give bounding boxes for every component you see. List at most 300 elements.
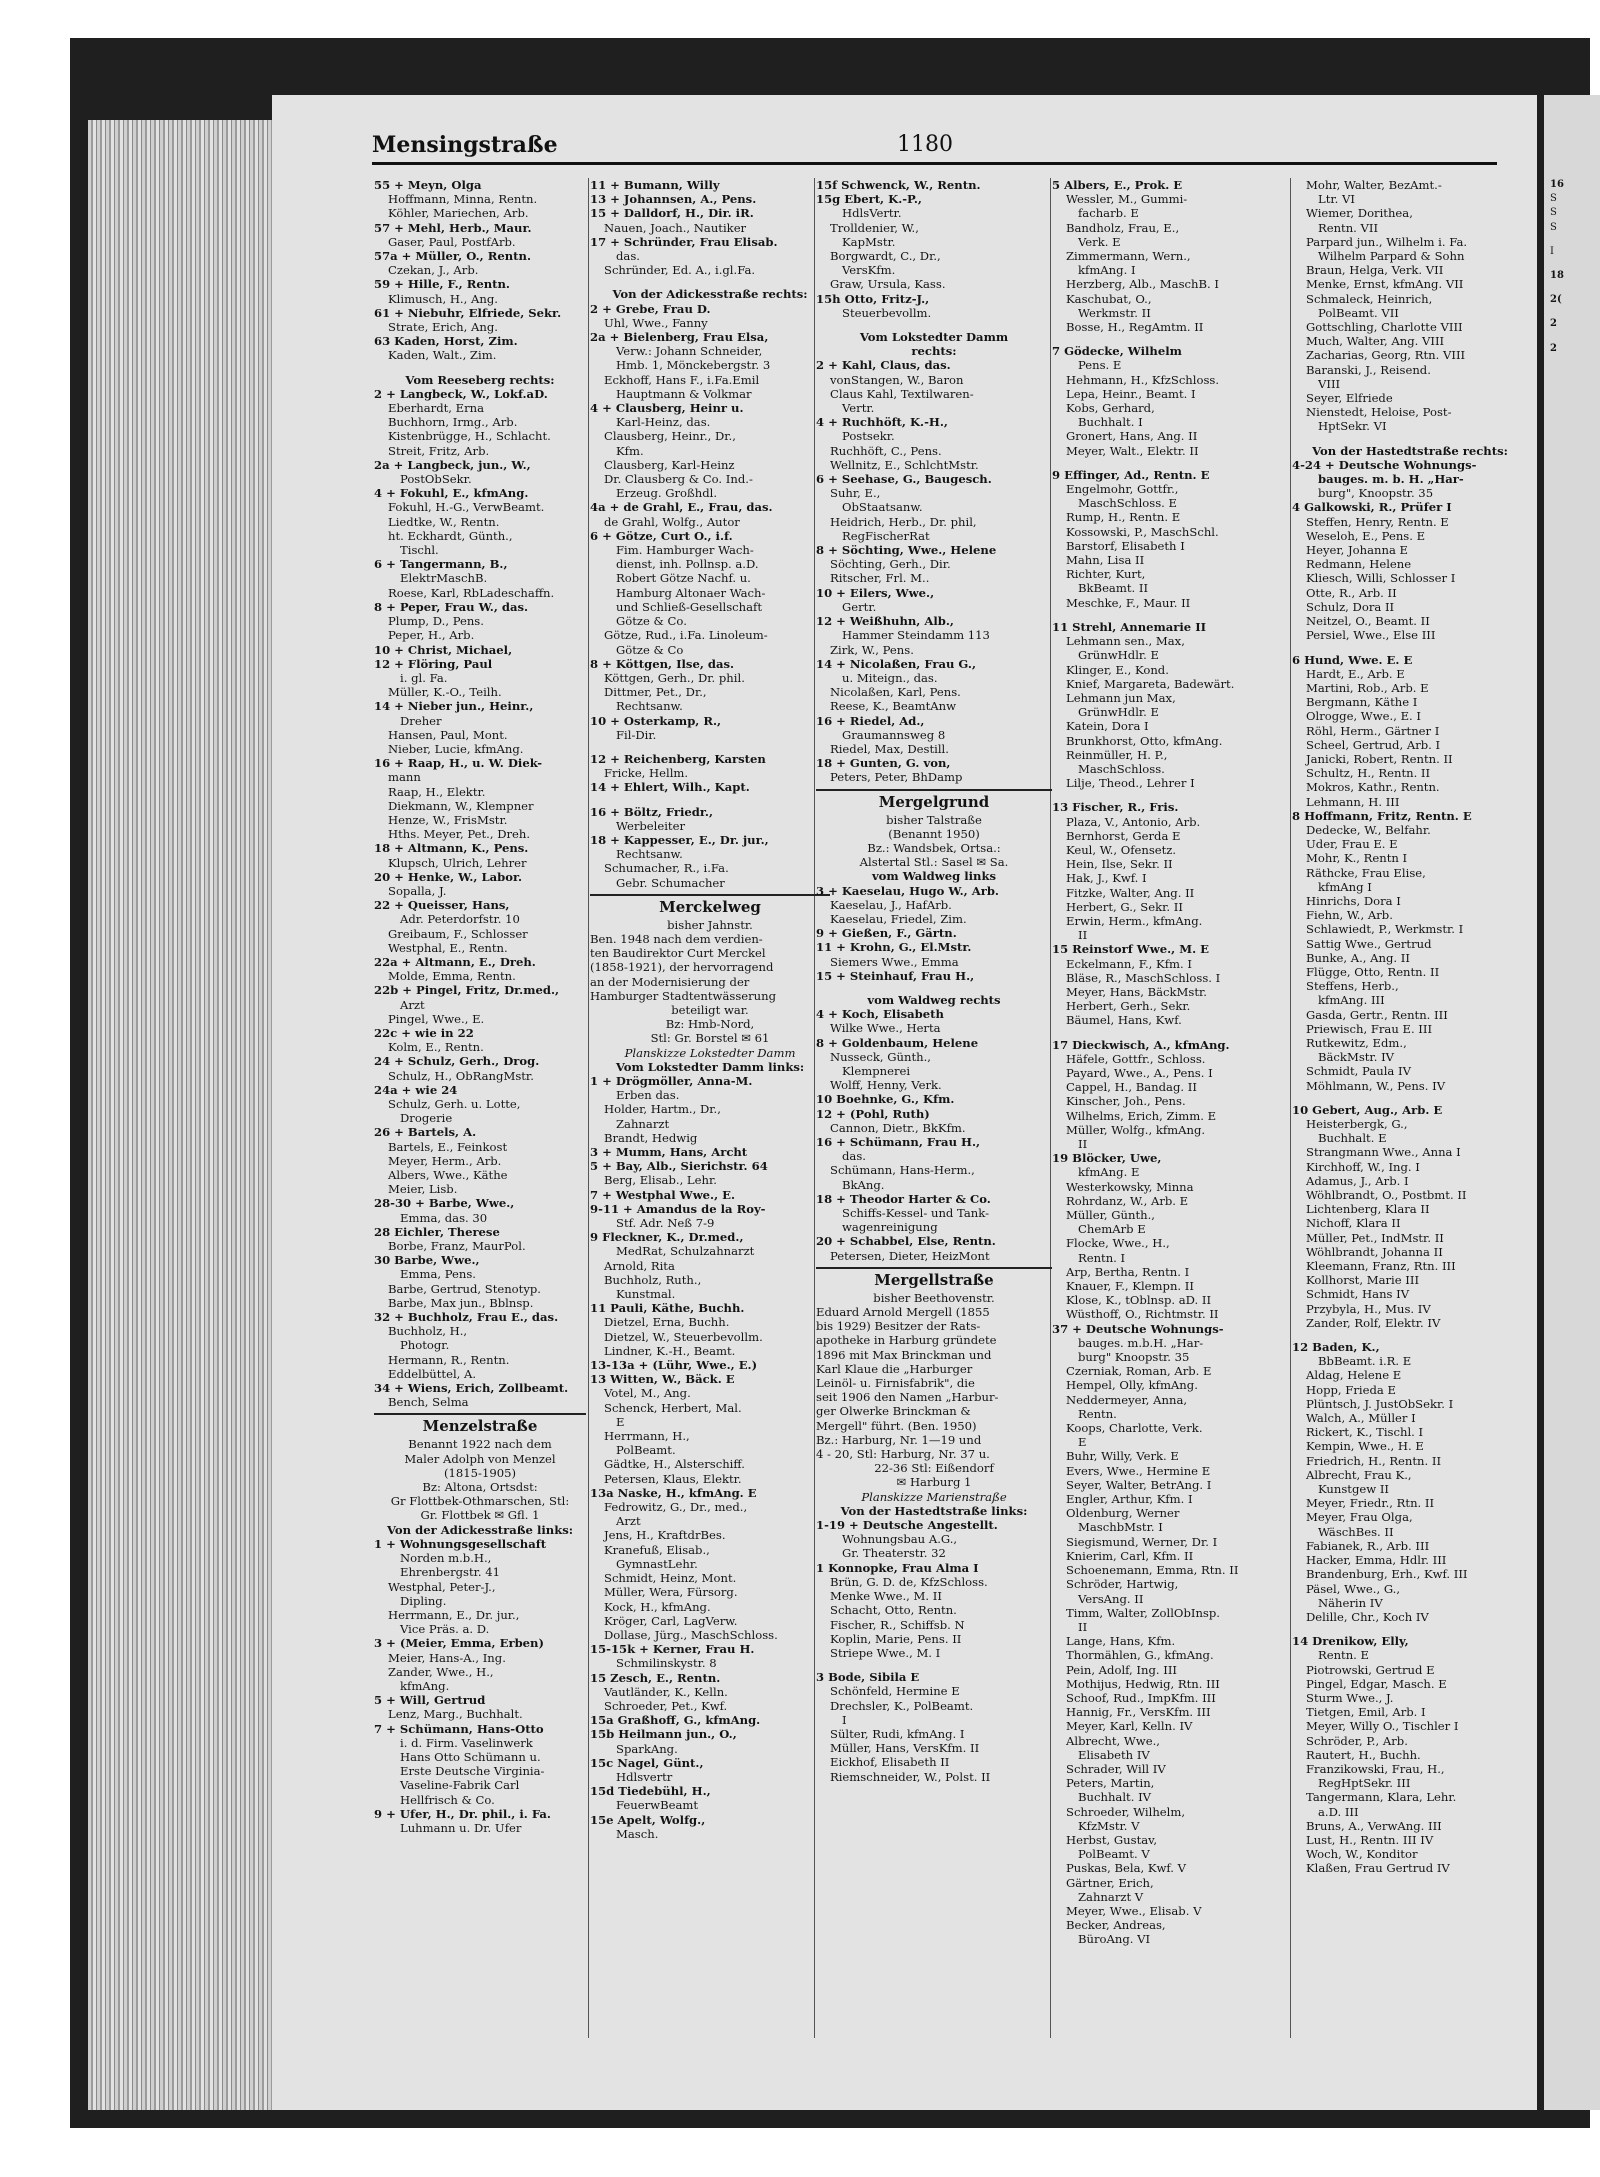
spacer: [1292, 1624, 1528, 1634]
directory-line: an der Modernisierung der: [590, 974, 750, 989]
directory-line: kfmAng I: [1318, 879, 1372, 894]
directory-line: Gebr. Schumacher: [616, 875, 725, 890]
directory-line: Clausberg, Karl-Heinz: [604, 457, 735, 472]
directory-line: Borgwardt, C., Dr.,: [830, 249, 941, 264]
directory-line: 63 Kaden, Horst, Zim.: [374, 334, 518, 349]
directory-line: Hempel, Olly, kfmAng.: [1066, 1378, 1198, 1393]
directory-line: Rentn. VII: [1318, 220, 1379, 235]
directory-line: 37 + Deutsche Wohnungs-: [1052, 1321, 1224, 1336]
directory-line: 6 Hund, Wwe. E. E: [1292, 652, 1413, 667]
directory-line: Kollhorst, Marie III: [1306, 1273, 1420, 1288]
spacer: [1292, 1093, 1528, 1103]
directory-line: Gädtke, H., Alsterschiff.: [604, 1457, 745, 1472]
directory-line: Pingel, Edgar, Masch. E: [1306, 1676, 1447, 1691]
directory-line: Von der Hastedtstraße links:: [840, 1503, 1028, 1518]
directory-line: 15c Nagel, Günt.,: [590, 1755, 704, 1770]
directory-line: Redmann, Helene: [1306, 557, 1412, 572]
directory-line: Hehmann, H., KfzSchloss.: [1066, 372, 1220, 387]
directory-line: Schmaleck, Heinrich,: [1306, 291, 1433, 306]
directory-line: KfzMstr. V: [1078, 1818, 1140, 1833]
directory-line: 22a + Altmann, E., Dreh.: [374, 954, 536, 969]
directory-line: Cappel, H., Bandag. II: [1066, 1080, 1197, 1095]
directory-line: 22c + wie in 22: [374, 1025, 474, 1040]
directory-line: Heidrich, Herb., Dr. phil,: [830, 514, 977, 529]
directory-line: Robert Götze Nachf. u.: [616, 571, 751, 586]
directory-line: Erwin, Herm., kfmAng.: [1066, 913, 1203, 928]
directory-line: 57 + Mehl, Herb., Maur.: [374, 220, 532, 235]
directory-line: 18 + Altmann, K., Pens.: [374, 841, 529, 856]
directory-line: Albrecht, Wwe.,: [1066, 1733, 1160, 1748]
directory-line: Walch, A., Müller I: [1306, 1411, 1416, 1426]
directory-line: VIII: [1318, 376, 1341, 391]
directory-line: kfmAng. III: [1318, 993, 1385, 1008]
directory-line: Näherin IV: [1318, 1595, 1383, 1610]
directory-line: Päsel, Wwe., G.,: [1306, 1581, 1401, 1596]
directory-line: Katein, Dora I: [1066, 719, 1149, 734]
spacer: [590, 795, 830, 805]
directory-line: Hammer Steindamm 113: [842, 628, 990, 643]
directory-line: Evers, Wwe., Hermine E: [1066, 1463, 1211, 1478]
directory-column-1: [374, 178, 586, 2048]
directory-line: 2(: [1550, 294, 1562, 306]
directory-line: Lehmann, H. III: [1306, 794, 1400, 809]
directory-line: Schulz, Dora II: [1306, 599, 1395, 614]
directory-line: Wolff, Henny, Verk.: [830, 1078, 942, 1093]
directory-line: Arp, Bertha, Rentn. I: [1066, 1264, 1190, 1279]
directory-line: Mahn, Lisa II: [1066, 553, 1145, 568]
directory-line: RegFischerRat: [842, 528, 930, 543]
spacer: [1052, 458, 1290, 468]
directory-line: Leinöl- u. Firnisfabrik", die: [816, 1376, 975, 1391]
street-heading: Mergellstraße: [816, 1267, 1052, 1291]
directory-line: 15-15k + Kerner, Frau H.: [590, 1642, 755, 1657]
directory-line: Vom Reeseberg rechts:: [405, 372, 555, 387]
directory-line: Meyer, Herm., Arb.: [388, 1153, 502, 1168]
directory-line: Buchhalt. I: [1078, 415, 1143, 430]
directory-line: ObStaatsanw.: [842, 500, 923, 515]
header-rule: [372, 162, 1497, 165]
directory-line: Janicki, Robert, Rentn. II: [1306, 751, 1453, 766]
directory-line: (1858-1921), der hervorragend: [590, 960, 774, 975]
directory-line: Schröder, Hartwig,: [1066, 1577, 1179, 1592]
directory-line: Fim. Hamburger Wach-: [616, 543, 754, 558]
directory-line: Vertr.: [842, 401, 875, 416]
directory-line: Müller, Wolfg., kfmAng.: [1066, 1122, 1206, 1137]
directory-line: Karl-Heinz, das.: [616, 415, 711, 430]
directory-line: Zirk, W., Pens.: [830, 642, 914, 657]
directory-line: Schmidt, Heinz, Mont.: [604, 1571, 737, 1586]
directory-line: Schacht, Otto, Rentn.: [830, 1603, 957, 1618]
directory-line: Thormählen, G., kfmAng.: [1066, 1648, 1214, 1663]
directory-line: Richter, Kurt,: [1066, 567, 1146, 582]
directory-line: Bruns, A., VerwAng. III: [1306, 1818, 1442, 1833]
directory-line: ElektrMaschB.: [400, 571, 488, 586]
directory-line: Zacharias, Georg, Rtn. VIII: [1306, 348, 1466, 363]
directory-line: 57a + Müller, O., Rentn.: [374, 249, 532, 264]
directory-line: Barbe, Max jun., Bblnsp.: [388, 1295, 534, 1310]
directory-line: Neddermeyer, Anna,: [1066, 1392, 1188, 1407]
directory-line: Hardt, E., Arb. E: [1306, 666, 1405, 681]
directory-line: Dietzel, Erna, Buchh.: [604, 1315, 730, 1330]
directory-line: Bz.: Wandsbek, Ortsa.:: [867, 840, 1001, 855]
directory-line: Mohr, K., Rentn I: [1306, 851, 1408, 866]
directory-line: HdlsVertr.: [842, 206, 902, 221]
directory-line: 24a + wie 24: [374, 1082, 458, 1097]
directory-line: mann: [388, 770, 421, 785]
directory-line: RegHptSekr. III: [1318, 1776, 1411, 1791]
directory-line: Vom Lokstedter Damm: [859, 330, 1009, 345]
directory-line: Von der Adickesstraße rechts:: [612, 287, 808, 302]
directory-line: dienst, inh. Pollnsp. a.D.: [616, 557, 759, 572]
directory-line: BäckMstr. IV: [1318, 1050, 1395, 1065]
directory-line: Berg, Elisab., Lehr.: [604, 1173, 717, 1188]
directory-line: Roese, Karl, RbLadeschaffn.: [388, 585, 555, 600]
directory-line: Strate, Erich, Ang.: [388, 320, 498, 335]
directory-line: Schlawiedt, P., Werkmstr. I: [1306, 922, 1464, 937]
directory-line: Gr Flottbek-Othmarschen, Stl:: [390, 1494, 570, 1509]
directory-column-5: [1292, 178, 1528, 2048]
spacer: [1292, 1330, 1528, 1340]
directory-line: Nauen, Joach., Nautiker: [604, 220, 747, 235]
directory-line: (1815-1905): [444, 1465, 516, 1480]
directory-line: Eberhardt, Erna: [388, 401, 485, 416]
directory-line: Payard, Wwe., A., Pens. I: [1066, 1065, 1213, 1080]
directory-line: Molde, Emma, Rentn.: [388, 969, 516, 984]
directory-line: das.: [842, 1149, 866, 1164]
directory-line: (Benannt 1950): [888, 826, 980, 841]
directory-line: Klimusch, H., Ang.: [388, 291, 498, 306]
directory-line: Meyer, Willy O., Tischler I: [1306, 1719, 1459, 1734]
directory-line: i. d. Firm. Vaselinwerk: [400, 1735, 533, 1750]
directory-line: 16 + Böltz, Friedr.,: [590, 804, 714, 819]
directory-line: Schoenemann, Emma, Rtn. II: [1066, 1563, 1239, 1578]
directory-line: Verw.: Johann Schneider,: [616, 344, 763, 359]
directory-line: 15e Apelt, Wolfg.,: [590, 1812, 706, 1827]
directory-line: Bz.: Harburg, Nr. 1—19 und: [816, 1432, 982, 1447]
directory-line: 22 + Queisser, Hans,: [374, 898, 510, 913]
directory-line: II: [1078, 928, 1088, 943]
directory-line: 34 + Wiens, Erich, Zollbeamt.: [374, 1381, 569, 1396]
directory-line: 61 + Niebuhr, Elfriede, Sekr.: [374, 305, 562, 320]
directory-line: WäschBes. II: [1318, 1524, 1394, 1539]
directory-line: Lehmann jun Max,: [1066, 690, 1176, 705]
directory-line: Hamburg Altonaer Wach-: [616, 585, 766, 600]
directory-line: Lindner, K.-H., Beamt.: [604, 1343, 736, 1358]
directory-line: Zander, Wwe., H.,: [388, 1664, 494, 1679]
directory-line: Martini, Rob., Arb. E: [1306, 680, 1429, 695]
directory-line: MaschbMstr. I: [1078, 1520, 1163, 1535]
directory-line: Strangmann Wwe., Anna I: [1306, 1145, 1461, 1160]
directory-line: PolBeamt. V: [1078, 1847, 1150, 1862]
directory-line: Luhmann u. Dr. Ufer: [400, 1820, 522, 1835]
directory-line: Von der Hastedtstraße rechts:: [1312, 443, 1508, 458]
directory-line: Riemschneider, W., Polst. II: [830, 1769, 991, 1784]
spacer: [1292, 434, 1528, 444]
directory-line: Reese, K., BeamtAnw: [830, 699, 957, 714]
directory-line: Tangermann, Klara, Lehr.: [1306, 1790, 1457, 1805]
directory-line: Dietzel, W., Steuerbevollm.: [604, 1329, 763, 1344]
directory-line: 2: [1550, 318, 1557, 330]
directory-line: Engelmohr, Gottfr.,: [1066, 482, 1179, 497]
directory-line: 2a + Langbeck, jun., W.,: [374, 457, 531, 472]
column-divider: [1290, 178, 1291, 2038]
directory-line: 15f Schwenck, W., Rentn.: [816, 178, 981, 192]
directory-line: Piotrowski, Gertrud E: [1306, 1662, 1435, 1677]
directory-line: Photogr.: [400, 1338, 450, 1353]
directory-line: wagenreinigung: [842, 1220, 938, 1235]
directory-line: 10 Gebert, Aug., Arb. E: [1292, 1102, 1443, 1117]
directory-line: HptSekr. VI: [1318, 419, 1387, 434]
page-header: [372, 130, 1497, 164]
directory-line: 11 + Krohn, G., El.Mstr.: [816, 940, 972, 955]
directory-line: Hermann, R., Rentn.: [388, 1352, 510, 1367]
directory-line: Zander, Rolf, Elektr. IV: [1306, 1315, 1441, 1330]
directory-line: Meyer, Karl, Kelln. IV: [1066, 1719, 1193, 1734]
directory-line: 5 Albers, E., Prok. E: [1052, 178, 1183, 192]
directory-line: E: [1078, 1435, 1087, 1450]
directory-line: Petersen, Klaus, Elektr.: [604, 1471, 742, 1486]
directory-line: Schiffs-Kessel- und Tank-: [842, 1206, 989, 1221]
directory-line: Hauptmann & Volkmar: [616, 386, 752, 401]
directory-line: Votel, M., Ang.: [604, 1386, 691, 1401]
directory-line: Suhr, E.,: [830, 486, 881, 501]
directory-line: Pein, Adolf, Ing. III: [1066, 1662, 1177, 1677]
directory-line: Bz: Hmb-Nord,: [665, 1017, 755, 1032]
directory-line: 14 Drenikow, Elly,: [1292, 1634, 1409, 1649]
directory-line: Meyer, Frau Olga,: [1306, 1510, 1413, 1525]
directory-line: Plaza, V., Antonio, Arb.: [1066, 814, 1201, 829]
directory-line: 14 + Ehlert, Wilh., Kapt.: [590, 780, 750, 795]
directory-line: Nienstedt, Heloise, Post-: [1306, 405, 1452, 420]
directory-line: 4 - 20, Stl: Harburg, Nr. 37 u.: [816, 1447, 990, 1462]
directory-line: II: [1078, 1137, 1088, 1151]
directory-line: Striepe Wwe., M. I: [830, 1645, 941, 1660]
directory-line: Gr. Theaterstr. 32: [842, 1546, 946, 1561]
directory-line: Rohrdanz, W., Arb. E: [1066, 1193, 1189, 1208]
directory-line: S: [1550, 221, 1557, 233]
directory-line: Drechsler, K., PolBeamt.: [830, 1698, 974, 1713]
directory-line: Holder, Hartm., Dr.,: [604, 1102, 721, 1117]
directory-line: 9 Effinger, Ad., Rentn. E: [1052, 467, 1210, 482]
directory-line: Gärtner, Erich,: [1066, 1875, 1154, 1890]
directory-line: Schulz, Gerh. u. Lotte,: [388, 1097, 521, 1111]
directory-line: Schroeder, Wilhelm,: [1066, 1804, 1186, 1819]
directory-line: Müller, Günth.,: [1066, 1208, 1155, 1223]
directory-line: Herrmann, E., Dr. jur.,: [388, 1607, 520, 1622]
directory-line: 2 + Kahl, Claus, das.: [816, 358, 951, 373]
directory-line: Möhlmann, W., Pens. IV: [1306, 1078, 1446, 1093]
directory-line: Bergmann, Käthe I: [1306, 695, 1418, 710]
directory-line: Bunke, A., Ang. II: [1306, 950, 1410, 965]
directory-line: rechts:: [911, 344, 957, 359]
directory-line: Adr. Peterdorfstr. 10: [400, 912, 520, 927]
directory-line: Bz: Altona, Ortsdst:: [422, 1480, 538, 1495]
spacer: [1550, 307, 1598, 317]
directory-line: Friedrich, H., Rentn. II: [1306, 1453, 1442, 1468]
directory-line: Schroeder, Pet., Kwf.: [604, 1698, 728, 1713]
directory-line: MedRat, Schulzahnarzt: [616, 1244, 755, 1259]
directory-line: 7 + Westphal Wwe., E.: [590, 1187, 736, 1202]
directory-line: Steffens, Herb.,: [1306, 979, 1399, 994]
directory-line: Graw, Ursula, Kass.: [830, 277, 946, 292]
directory-line: Kliesch, Willi, Schlosser I: [1306, 571, 1456, 586]
directory-line: Sülter, Rudi, kfmAng. I: [830, 1726, 965, 1741]
directory-line: Wessler, M., Gummi-: [1066, 192, 1188, 207]
directory-line: Eickhof, Elisabeth II: [830, 1755, 950, 1770]
directory-line: Häfele, Gottfr., Schloss.: [1066, 1051, 1206, 1066]
directory-line: 19 Blöcker, Uwe,: [1052, 1151, 1162, 1166]
directory-line: Dollase, Jürg., MaschSchloss.: [604, 1627, 778, 1642]
directory-line: 3 + Kaeselau, Hugo W., Arb.: [816, 883, 999, 898]
directory-line: Wüsthoff, O., Richtmstr. II: [1066, 1307, 1219, 1322]
directory-line: Kaeselau, Friedel, Zim.: [830, 911, 967, 926]
directory-line: Hansen, Paul, Mont.: [388, 727, 508, 742]
directory-line: Schulz, H., ObRangMstr.: [388, 1068, 534, 1083]
directory-line: Engler, Arthur, Kfm. I: [1066, 1492, 1193, 1507]
directory-line: Scheel, Gertrud, Arb. I: [1306, 737, 1441, 752]
directory-line: 7 + Schümann, Hans-Otto: [374, 1721, 544, 1736]
directory-line: ger Olwerke Brinckman &: [816, 1404, 971, 1419]
directory-line: GymnastLehr.: [616, 1556, 698, 1571]
directory-line: Seyer, Walter, BetrAng. I: [1066, 1477, 1212, 1492]
directory-line: Hamburger Stadtentwässerung: [590, 988, 777, 1003]
directory-line: Keul, W., Ofensetz.: [1066, 842, 1177, 857]
directory-line: Fabianek, R., Arb. III: [1306, 1538, 1430, 1553]
directory-line: kfmAng. E: [1078, 1165, 1140, 1180]
directory-line: Menke, Ernst, kfmAng. VII: [1306, 277, 1464, 292]
directory-line: burg" Knoopstr. 35: [1078, 1350, 1190, 1365]
directory-line: Kunstmal.: [616, 1287, 676, 1302]
directory-line: Erzeug. Großhdl.: [616, 486, 718, 501]
directory-line: VersAng. II: [1078, 1591, 1144, 1606]
directory-line: Albrecht, Frau K.,: [1306, 1467, 1412, 1482]
spacer: [374, 363, 586, 373]
directory-line: Benannt 1922 nach dem: [408, 1437, 552, 1452]
directory-line: 2: [1550, 342, 1557, 354]
directory-line: Ehrenbergstr. 41: [400, 1565, 501, 1580]
directory-line: Vaseline-Fabrik Carl: [400, 1778, 520, 1793]
directory-line: Zimmermann, Wern.,: [1066, 249, 1191, 264]
directory-line: Bandholz, Frau, E.,: [1066, 220, 1180, 235]
directory-line: Schröder, P., Arb.: [1306, 1733, 1408, 1748]
directory-line: ChemArb E: [1078, 1222, 1146, 1237]
directory-line: Gaser, Paul, PostfArb.: [388, 234, 516, 249]
directory-line: 3 Bode, Sibila E: [816, 1670, 920, 1685]
directory-line: Schönfeld, Hermine E: [830, 1684, 960, 1699]
directory-line: Dedecke, W., Belfahr.: [1306, 822, 1431, 837]
directory-line: Gr. Flottbek ✉ Gfl. 1: [420, 1508, 540, 1523]
directory-line: Werbeleiter: [616, 818, 685, 833]
directory-line: Dittmer, Pet., Dr.,: [604, 685, 707, 700]
directory-line: Bläse, R., MaschSchloss. I: [1066, 970, 1221, 985]
directory-line: Steffen, Henry, Rentn. E: [1306, 514, 1449, 529]
directory-line: Rautert, H., Buchh.: [1306, 1747, 1421, 1762]
directory-line: Buhr, Willy, Verk. E: [1066, 1449, 1179, 1464]
directory-line: Nichoff, Klara II: [1306, 1216, 1401, 1231]
directory-line: Nieber, Lucie, kfmAng.: [388, 741, 524, 756]
directory-line: I: [842, 1712, 847, 1727]
directory-line: Neitzel, O., Beamt. II: [1306, 614, 1430, 629]
directory-line: 15b Heilmann jun., O.,: [590, 1727, 737, 1742]
directory-line: Vautländer, K., Kelln.: [604, 1684, 728, 1699]
directory-line: Wohnungsbau A.G.,: [842, 1532, 958, 1547]
book-spine: [88, 120, 288, 2110]
directory-line: VersKfm.: [842, 263, 896, 278]
directory-line: 20 + Henke, W., Labor.: [374, 869, 523, 884]
directory-line: 13 + Johannsen, A., Pens.: [590, 192, 757, 207]
directory-line: 18 + Gunten, G. von,: [816, 756, 951, 771]
directory-line: Fitzke, Walter, Ang. II: [1066, 885, 1195, 900]
directory-line: 15g Ebert, K.-P.,: [816, 192, 922, 207]
directory-line: Meyer, Friedr., Rtn. II: [1306, 1496, 1435, 1511]
directory-line: Räthcke, Frau Elise,: [1306, 865, 1426, 880]
directory-line: Westerkowsky, Minna: [1066, 1179, 1194, 1194]
directory-line: Hannig, Fr., VersKfm. III: [1066, 1705, 1211, 1720]
directory-line: 9-11 + Amandus de la Roy-: [590, 1201, 766, 1216]
directory-line: Schmidt, Hans IV: [1306, 1287, 1410, 1302]
directory-line: 22-36 Stl: Eißendorf: [874, 1461, 994, 1476]
directory-line: Söchting, Gerh., Dir.: [830, 557, 951, 572]
directory-line: Trolldenier, W.,: [830, 220, 919, 235]
directory-line: 16 + Schümann, Frau H.,: [816, 1135, 981, 1149]
directory-line: 55 + Meyn, Olga: [374, 178, 482, 192]
directory-line: 4 + Clausberg, Heinr u.: [590, 401, 744, 416]
directory-line: MaschSchloss.: [1078, 761, 1165, 776]
directory-line: Oldenburg, Werner: [1066, 1506, 1180, 1521]
directory-column-3: [816, 178, 1052, 2048]
directory-line: Fischer, R., Schiffsb. N: [830, 1617, 965, 1632]
directory-line: 16 + Raap, H., u. W. Diek-: [374, 756, 543, 771]
directory-line: Menke Wwe., M. II: [830, 1589, 942, 1604]
directory-line: Wilhelm Parpard & Sohn: [1318, 249, 1465, 264]
directory-line: Fricke, Hellm.: [604, 766, 689, 781]
directory-line: Meyer, Wwe., Elisab. V: [1066, 1903, 1202, 1918]
directory-line: Masch.: [616, 1826, 659, 1841]
directory-line: 15 + Steinhauf, Frau H.,: [816, 968, 975, 983]
directory-line: Arzt: [400, 997, 425, 1012]
directory-line: Borbe, Franz, MaurPol.: [388, 1239, 526, 1254]
directory-line: ten Baudirektor Curt Merckel: [590, 946, 766, 961]
directory-line: Czekan, J., Arb.: [388, 263, 479, 278]
directory-line: Buchholz, H.,: [388, 1324, 468, 1339]
directory-line: Tischl.: [400, 543, 439, 558]
directory-line: Meier, Lisb.: [388, 1182, 458, 1197]
directory-line: a.D. III: [1318, 1804, 1359, 1819]
directory-line: Persiel, Wwe., Else III: [1306, 628, 1436, 643]
directory-line: Dreher: [400, 713, 442, 728]
directory-line: Plump, D., Pens.: [388, 614, 484, 629]
directory-line: Erben das.: [616, 1088, 680, 1103]
directory-line: 4 Galkowski, R., Prüfer I: [1292, 500, 1452, 515]
directory-line: kfmAng. I: [1078, 263, 1136, 278]
directory-line: Dr. Clausberg & Co. Ind.-: [604, 472, 753, 487]
directory-line: Lilje, Theod., Lehrer I: [1066, 776, 1195, 791]
directory-line: Mothijus, Hedwig, Rtn. III: [1066, 1676, 1220, 1691]
directory-line: BbBeamt. i.R. E: [1318, 1354, 1412, 1369]
directory-line: 17 + Schründer, Frau Elisab.: [590, 234, 778, 249]
directory-line: Verk. E: [1078, 234, 1121, 249]
directory-line: 2 + Langbeck, W., Lokf.aD.: [374, 386, 548, 401]
directory-line: vonStangen, W., Baron: [830, 372, 964, 387]
directory-line: Wöhlbrandt, O., Postbmt. II: [1306, 1188, 1467, 1203]
directory-line: bis 1929) Besitzer der Rats-: [816, 1319, 981, 1334]
directory-line: MaschSchloss. E: [1078, 496, 1178, 511]
directory-line: Herbst, Gustav,: [1066, 1832, 1158, 1847]
directory-line: Kempin, Wwe., H. E: [1306, 1439, 1424, 1454]
directory-line: Mohr, Walter, BezAmt.-: [1306, 178, 1442, 192]
directory-line: Planskizze Lokstedter Damm: [624, 1045, 796, 1060]
directory-line: Woch, W., Konditor: [1306, 1847, 1418, 1862]
